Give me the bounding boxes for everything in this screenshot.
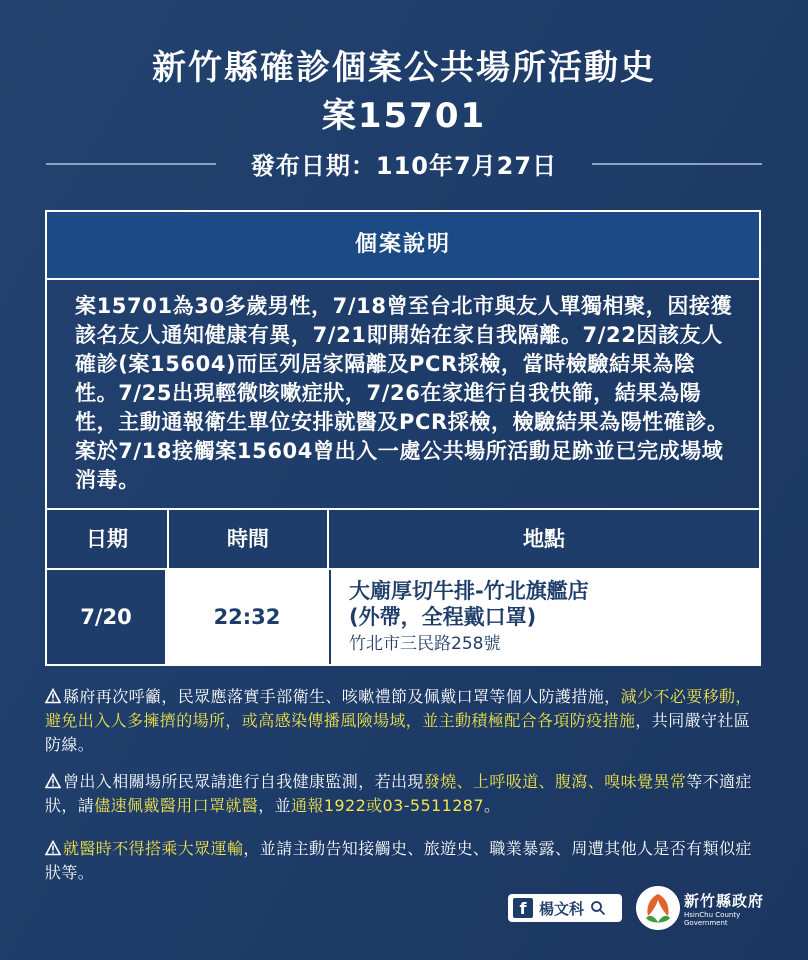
facebook-icon: f: [513, 898, 533, 918]
table-header-place: 地點: [523, 527, 565, 551]
case-number-title: 案15701: [321, 96, 487, 136]
notice-2-hotline: 通報1922或03-5511287: [291, 796, 484, 815]
place-name-line2: (外帶，全程戴口罩): [349, 605, 537, 629]
notice-2-text-c: 等不適症狀，請: [45, 772, 752, 815]
warning-triangle-icon: [45, 840, 61, 856]
facebook-name: 楊文科: [539, 899, 585, 918]
table-row-place: [329, 570, 759, 664]
notice-2-symptoms: 發燒、上呼吸道、腹瀉、嗅味覺異常: [423, 772, 687, 791]
table-header-date: 日期: [47, 510, 169, 568]
table-header-time: 時間: [169, 510, 329, 568]
notice-1-text-a: 縣府再次呼籲，民眾應落實手部衛生、咳嗽禮節及佩戴口罩等個人防護措施，: [63, 687, 621, 706]
table-header: [47, 508, 759, 570]
notice-2: [45, 770, 765, 818]
release-date: 發布日期：110年7月27日: [250, 152, 558, 180]
case-description: 案15701為30多歲男性，7/18曾至台北市與友人單獨相聚，因接獲該名友人通知健康有異，7/21即開始在家自我隔離。7/22因該友人確診(案15604)而匡列居家隔離及PCR採檢，當時檢驗結果為陰性。7/25出現輕微咳嗽症狀，7/26在家進行自我快篩，結果為陽性，主動通報衛生單位安排就醫及PCR採檢，檢驗結果為陽性確診。案於7/18接觸案15604曾出入一處公共場所活動足跡並已完成場域消毒。: [75, 294, 733, 492]
page-title: 新竹縣確診個案公共場所活動史: [152, 48, 656, 88]
county-logo-icon: [636, 886, 680, 930]
gov-name-en: HsinChu County Government: [684, 911, 741, 927]
notice-2-text-a: 曾出入相關場所民眾請進行自我健康監測，若出現: [63, 772, 424, 791]
search-icon: [590, 900, 606, 916]
warning-triangle-icon: [45, 688, 61, 704]
notice-1-text-c: ，共同嚴守社區防線。: [45, 711, 751, 754]
notice-1: [45, 685, 765, 757]
notice-2-mask: 儘速佩戴醫用口罩就醫: [94, 796, 259, 815]
place-address: 竹北市三民路258號: [349, 634, 501, 654]
notice-2-text-e: ，並: [258, 796, 292, 815]
notice-3-text-b: ，並請主動告知接觸史、旅遊史、職業暴露、周遭其他人是否有類似症狀等。: [45, 839, 752, 882]
place-name-line1: 大廟厚切牛排-竹北旗艦店: [349, 579, 589, 603]
case-section-title: 個案說明: [47, 212, 759, 280]
notice-1-highlight: 減少不必要移動，避免出入人多擁擠的場所，或高感染傳播風險場域，並主動積極配合各項防疫措施: [45, 687, 752, 730]
gov-name: 新竹縣政府: [684, 892, 765, 910]
divider-right: [592, 163, 762, 165]
table-row-time: 22:32: [167, 570, 329, 664]
warning-triangle-icon: [45, 773, 61, 789]
table-row-date: 7/20: [47, 570, 167, 664]
notice-3-highlight: 就醫時不得搭乘大眾運輸: [63, 839, 244, 858]
notice-3: [45, 837, 765, 885]
facebook-search-badge[interactable]: [508, 894, 622, 922]
case-box: [45, 210, 761, 666]
notice-2-text-g: 。: [483, 796, 501, 815]
place-name: [349, 578, 749, 630]
